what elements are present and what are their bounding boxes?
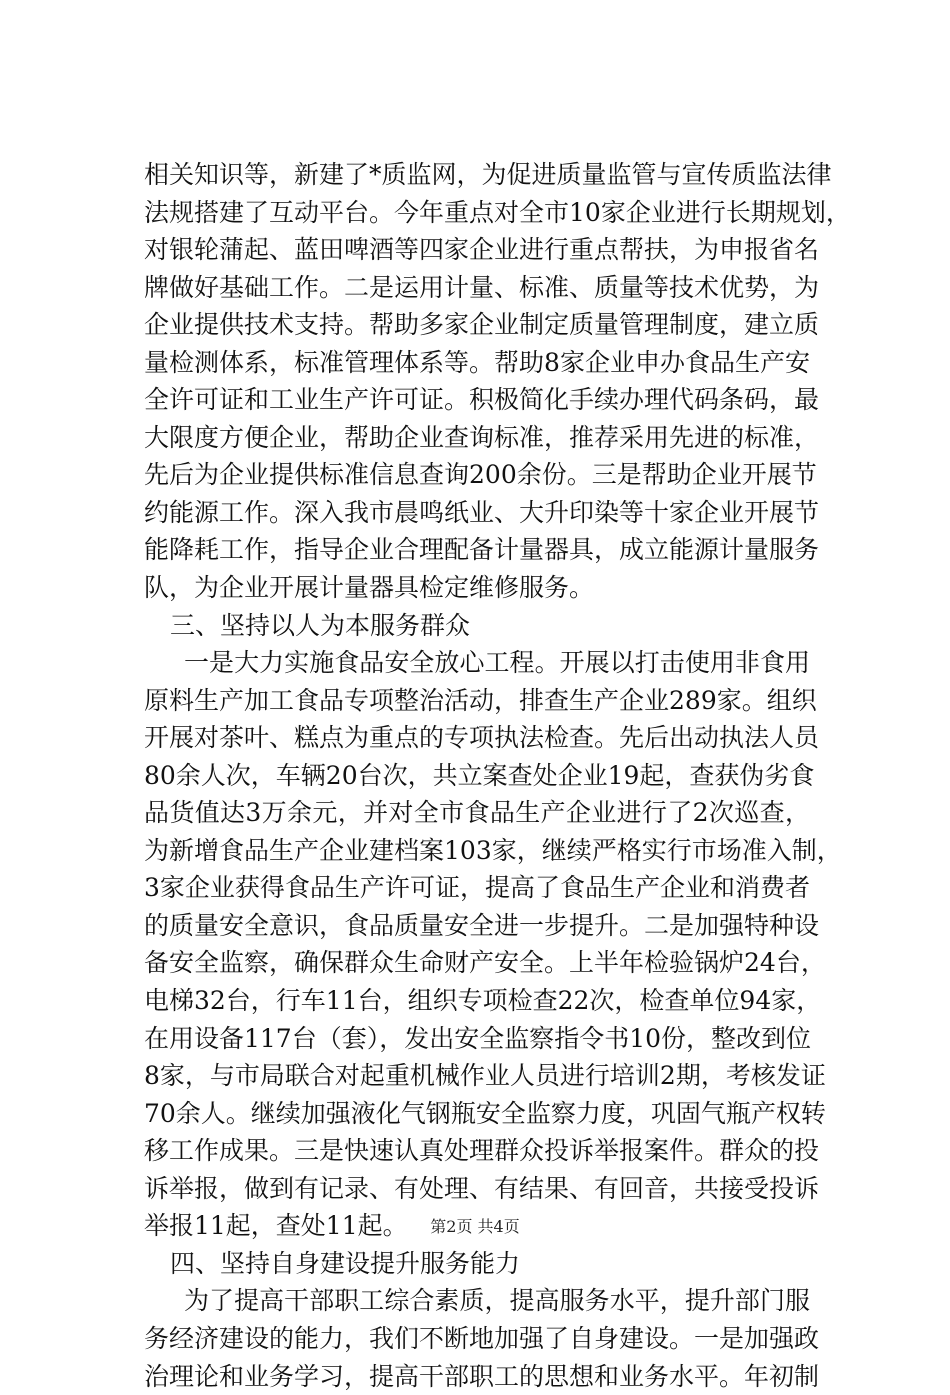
text-line: 能降耗工作，指导企业合理配备计量器具，成立能源计量服务 [144, 531, 810, 569]
text-line: 治理论和业务学习，提高干部职工的思想和业务水平。年初制 [144, 1358, 810, 1395]
text-line: 企业提供技术支持。帮助多家企业制定质量管理制度，建立质 [144, 306, 810, 344]
section-heading: 三、坚持以人为本服务群众 [144, 607, 810, 645]
text-line: 量检测体系，标准管理体系等。帮助8家企业申办食品生产安 [144, 344, 810, 382]
text-line: 约能源工作。深入我市晨鸣纸业、大升印染等十家企业开展节 [144, 494, 810, 532]
text-line: 8家，与市局联合对起重机械作业人员进行培训2期，考核发证 [144, 1057, 810, 1095]
text-line: 80余人次，车辆20台次，共立案查处企业19起，查获伪劣食 [144, 757, 810, 795]
text-line: 在用设备117台（套），发出安全监察指令书10份，整改到位 [144, 1020, 810, 1058]
text-line: 相关知识等，新建了*质监网，为促进质量监管与宣传质监法律 [144, 156, 810, 194]
text-line: 70余人。继续加强液化气钢瓶安全监察力度，巩固气瓶产权转 [144, 1095, 810, 1133]
text-line: 为了提高干部职工综合素质，提高服务水平，提升部门服 [144, 1282, 810, 1320]
text-line: 为新增食品生产企业建档案103家，继续严格实行市场准入制， [144, 832, 810, 870]
text-line: 备安全监察，确保群众生命财产安全。上半年检验锅炉24台， [144, 944, 810, 982]
text-line: 的质量安全意识，食品质量安全进一步提升。二是加强特种设 [144, 907, 810, 945]
document-body [144, 156, 810, 1395]
text-line: 电梯32台，行车11台，组织专项检查22次，检查单位94家， [144, 982, 810, 1020]
text-line: 3家企业获得食品生产许可证，提高了食品生产企业和消费者 [144, 869, 810, 907]
section-heading: 四、坚持自身建设提升服务能力 [144, 1245, 810, 1283]
text-line: 移工作成果。三是快速认真处理群众投诉举报案件。群众的投 [144, 1132, 810, 1170]
text-line: 品货值达3万余元，并对全市食品生产企业进行了2次巡查， [144, 794, 810, 832]
page-footer: 第2页 共4页 [0, 1216, 950, 1238]
text-line: 一是大力实施食品安全放心工程。开展以打击使用非食用 [144, 644, 810, 682]
text-line: 诉举报，做到有记录、有处理、有结果、有回音，共接受投诉 [144, 1170, 810, 1208]
text-line: 队，为企业开展计量器具检定维修服务。 [144, 569, 810, 607]
text-line: 全许可证和工业生产许可证。积极简化手续办理代码条码，最 [144, 381, 810, 419]
text-line: 对银轮蒲起、蓝田啤酒等四家企业进行重点帮扶，为申报省名 [144, 231, 810, 269]
text-line: 法规搭建了互动平台。今年重点对全市10家企业进行长期规划， [144, 194, 810, 232]
text-line: 开展对茶叶、糕点为重点的专项执法检查。先后出动执法人员 [144, 719, 810, 757]
text-line: 举报11起，查处11起。 [144, 1207, 810, 1245]
text-line: 务经济建设的能力，我们不断地加强了自身建设。一是加强政 [144, 1320, 810, 1358]
text-line: 大限度方便企业，帮助企业查询标准，推荐采用先进的标准， [144, 419, 810, 457]
text-line: 牌做好基础工作。二是运用计量、标准、质量等技术优势，为 [144, 269, 810, 307]
text-line: 原料生产加工食品专项整治活动，排查生产企业289家。组织 [144, 682, 810, 720]
text-line: 先后为企业提供标准信息查询200余份。三是帮助企业开展节 [144, 456, 810, 494]
